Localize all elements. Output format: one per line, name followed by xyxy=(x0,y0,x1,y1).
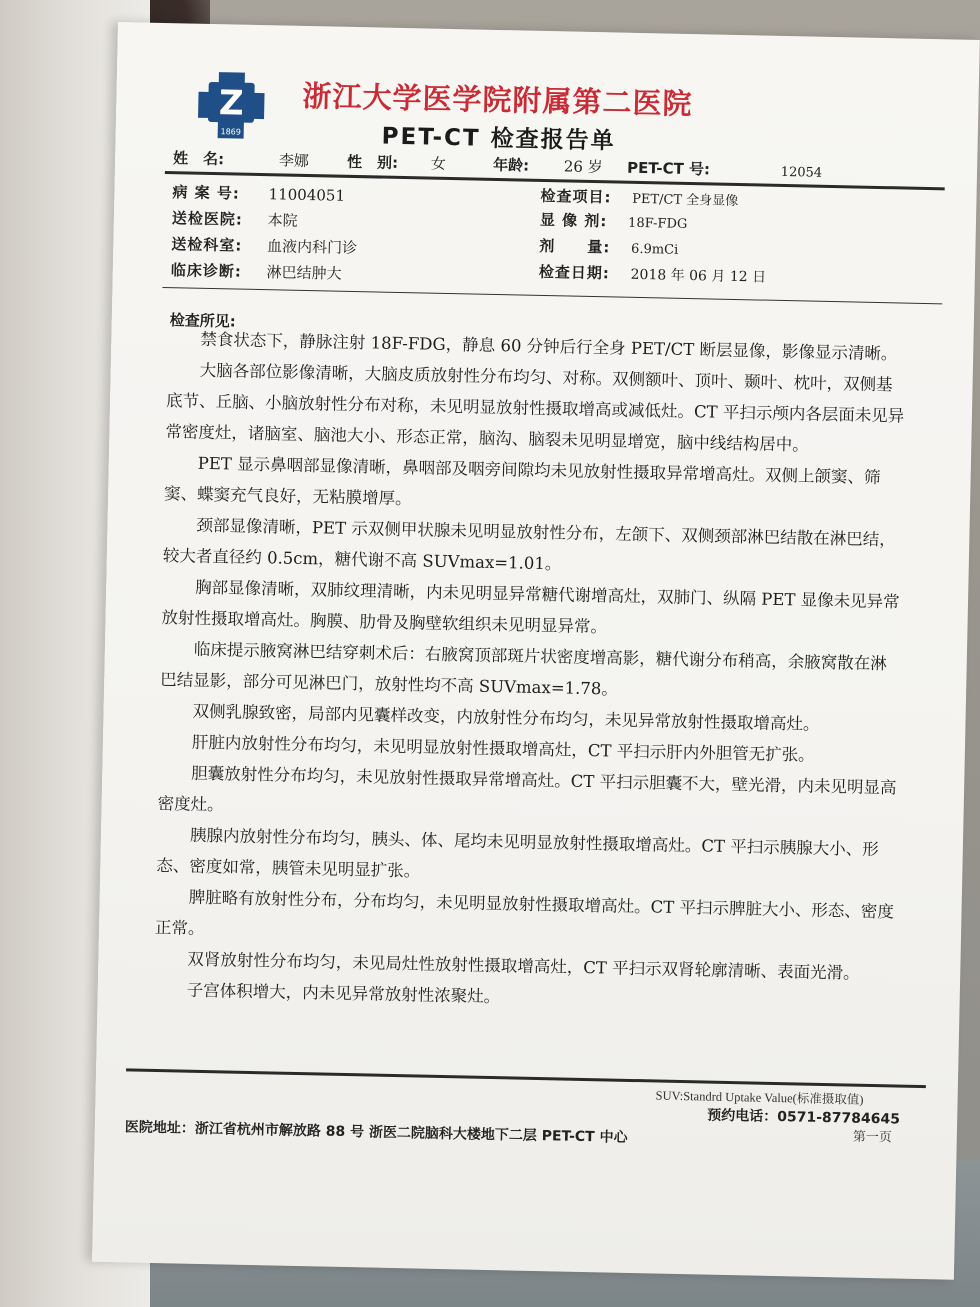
referring-dept: 血液内科门诊 xyxy=(266,237,358,258)
exam-item: PET/CT 全身显像 xyxy=(632,191,739,210)
findings-paragraph: 临床提示腋窝淋巴结穿刺术后：右腋窝顶部斑片状密度增高影，糖代谢分布稍高，余腋窝散在淋巴结显影，部分可见淋巴门，放射性均不高 SUVmax=1.78。 xyxy=(160,639,887,699)
patient-gender-row xyxy=(347,151,446,174)
booking-phone: 预约电话：0571-87784645 xyxy=(707,1107,901,1128)
findings-paragraph: 脾脏略有放射性分布，分布均匀，未见明显放射性摄取增高灶。CT 平扫示脾脏大小、形态、密度正常。 xyxy=(154,887,895,939)
logo-year: 1869 xyxy=(220,127,241,137)
findings-paragraph: PET 显示鼻咽部显像清晰，鼻咽部及咽旁间隙均未见放射性摄取异常增高灶。双侧上颌窦、筛窦、蝶窦充气良好，无粘膜增厚。 xyxy=(163,453,881,509)
patient-name: 李娜 xyxy=(278,151,310,171)
clinical-diagnosis: 淋巴结肿大 xyxy=(266,263,342,283)
referring-hospital-label: 送检医院: xyxy=(171,209,244,229)
case-number-label: 病 案 号: xyxy=(172,183,241,203)
clinical-diagnosis-row xyxy=(171,259,342,284)
patient-name-row xyxy=(173,147,309,171)
findings-paragraph: 禁食状态下，静脉注射 18F-FDG，静息 60 分钟后行全身 PET/CT 断层显像，影像显示清晰。 xyxy=(200,329,898,364)
imaging-agent: 18F-FDG xyxy=(627,215,688,232)
exam-item-row xyxy=(540,185,738,210)
hospital-logo xyxy=(196,70,267,141)
logo-letter: Z xyxy=(218,83,245,124)
dose: 6.9mCi xyxy=(630,241,679,258)
patient-age-row xyxy=(493,154,603,177)
page-number: 第一页 xyxy=(852,1129,892,1146)
petct-number: 12054 xyxy=(780,164,823,181)
imaging-agent-row xyxy=(540,209,688,233)
case-number-row xyxy=(172,181,345,206)
referring-dept-row xyxy=(171,233,357,258)
findings-paragraph: 胰腺内放射性分布均匀，胰头、体、尾均未见明显放射性摄取增高灶。CT 平扫示胰腺大小、形态、密度如常，胰管未见明显扩张。 xyxy=(156,825,879,881)
referring-dept-label: 送检科室: xyxy=(171,235,243,255)
patient-gender-label: 性 别: xyxy=(346,152,399,172)
report-title: PET-CT 检查报告单 xyxy=(381,123,616,155)
exam-date: 2018 年 06 月 12 日 xyxy=(630,266,767,286)
findings-paragraph: 肝脏内放射性分布均匀，未见明显放射性摄取增高灶，CT 平扫示肝内外胆管无扩张。 xyxy=(191,732,815,765)
dose-row xyxy=(539,235,678,259)
clinical-diagnosis-label: 临床诊断: xyxy=(170,261,242,281)
petct-number-row xyxy=(627,157,823,182)
patient-name-label: 姓 名: xyxy=(172,149,225,169)
exam-item-label: 检查项目: xyxy=(540,186,612,207)
report-page xyxy=(92,22,980,1280)
findings-paragraph: 双侧乳腺致密，局部内见囊样改变，内放射性分布均匀，未见异常放射性摄取增高灶。 xyxy=(192,701,820,734)
imaging-agent-label: 显 像 剂: xyxy=(539,210,608,231)
findings-paragraph: 双肾放射性分布均匀，未见局灶性放射性摄取增高灶，CT 平扫示双肾轮廓清晰、表面光滑。 xyxy=(187,949,860,983)
patient-gender: 女 xyxy=(430,154,447,173)
case-number: 11004051 xyxy=(268,185,346,205)
petct-number-label: PET-CT 号: xyxy=(626,158,711,179)
patient-age: 26 岁 xyxy=(563,157,603,177)
referring-hospital: 本院 xyxy=(267,211,298,230)
findings-paragraph: 颈部显像清晰，PET 示双侧甲状腺未见明显放射性分布，左颌下、双侧颈部淋巴结散在淋巴结，较大者直径约 0.5cm，糖代谢不高 SUVmax=1.01。 xyxy=(162,515,896,574)
exam-info xyxy=(171,175,943,301)
findings-paragraph: 胆囊放射性分布均匀，未见放射性摄取异常增高灶。CT 平扫示胆囊不大，壁光滑，内未见明显高密度灶。 xyxy=(157,763,897,815)
findings-title: 检查所见: xyxy=(169,311,236,331)
hospital-name: 浙江大学医学院附属第二医院 xyxy=(302,78,693,122)
hospital-address: 医院地址：浙江省杭州市解放路 88 号 浙医二院脑科大楼地下二层 PET-CT 中心 xyxy=(124,1119,628,1146)
referring-hospital-row xyxy=(172,207,298,231)
exam-date-row xyxy=(539,261,767,287)
findings-paragraph: 子宫体积增大，内未见异常放射性浓聚灶。 xyxy=(186,980,501,1007)
findings-paragraph: 胸部显像清晰，双肺纹理清晰，内未见明显异常糖代谢增高灶，双肺门、纵隔 PET 显像未见异常放射性摄取增高灶。胸膜、肋骨及胸壁软组织未见明显异常。 xyxy=(161,577,900,637)
exam-date-label: 检查日期: xyxy=(538,262,611,283)
findings-paragraph: 大脑各部位影像清晰，大脑皮质放射性分布均匀、对称。双侧额叶、顶叶、颞叶、枕叶，双侧基底节、丘脑、小脑放射性分布对称，未见明显放射性摄取增高或减低灶。CT 平扫示颅内各层面未见异常密度灶，诸脑室、脑池大小、形态正常，脑沟、脑裂未见明显增宽，脑中线结构居中。 xyxy=(165,360,905,455)
suv-note: SUV:Standrd Uptake Value(标准摄取值) xyxy=(655,1088,864,1107)
patient-age-label: 年龄: xyxy=(492,155,530,175)
findings-text xyxy=(153,323,907,1020)
dose-label: 剂 量: xyxy=(539,236,611,257)
divider-footer xyxy=(126,1068,926,1088)
